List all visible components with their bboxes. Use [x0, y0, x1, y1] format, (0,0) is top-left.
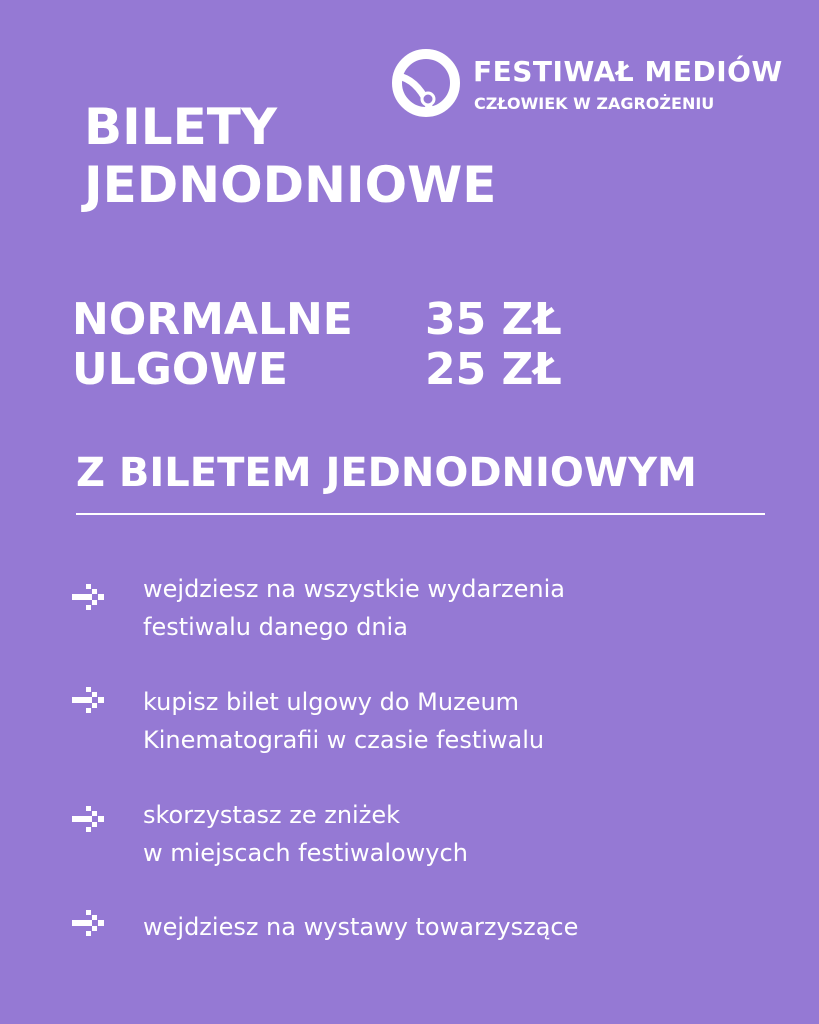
- page-title-line-1: BILETY: [84, 98, 278, 156]
- pixel-arrow-icon: [72, 584, 106, 610]
- benefit-text-line: skorzystasz ze zniżek: [143, 801, 400, 829]
- pixel-arrow-icon: [72, 806, 106, 832]
- benefit-text-line: Kinematografii w czasie festiwalu: [143, 726, 545, 754]
- festival-subtitle: CZŁOWIEK W ZAGROŻENIU: [474, 94, 715, 113]
- price-name: NORMALNE: [72, 294, 353, 345]
- page-title-line-2: JEDNODNIOWE: [84, 156, 497, 214]
- price-value: 35 ZŁ: [425, 294, 562, 345]
- page-title: [84, 98, 496, 214]
- benefit-text: [143, 796, 468, 872]
- benefit-text-line: w miejscach festiwalowych: [143, 839, 468, 867]
- benefit-text: [143, 683, 544, 759]
- pixel-arrow-icon: [72, 687, 106, 713]
- price-name: ULGOWE: [72, 344, 288, 395]
- section-divider: [76, 513, 765, 515]
- benefit-text-line: kupisz bilet ulgowy do Muzeum: [143, 688, 520, 716]
- section-heading: Z BILETEM JEDNODNIOWYM: [76, 450, 697, 496]
- benefit-text-line: wejdziesz na wystawy towarzyszące: [143, 913, 579, 941]
- festival-name: FESTIWAŁ MEDIÓW: [473, 55, 783, 88]
- benefit-text-line: festiwalu danego dnia: [143, 613, 408, 641]
- benefit-text: [143, 570, 565, 646]
- benefit-text: [143, 908, 578, 946]
- pixel-arrow-icon: [72, 910, 106, 936]
- price-value: 25 ZŁ: [425, 344, 562, 395]
- benefit-text-line: wejdziesz na wszystkie wydarzenia: [143, 575, 566, 603]
